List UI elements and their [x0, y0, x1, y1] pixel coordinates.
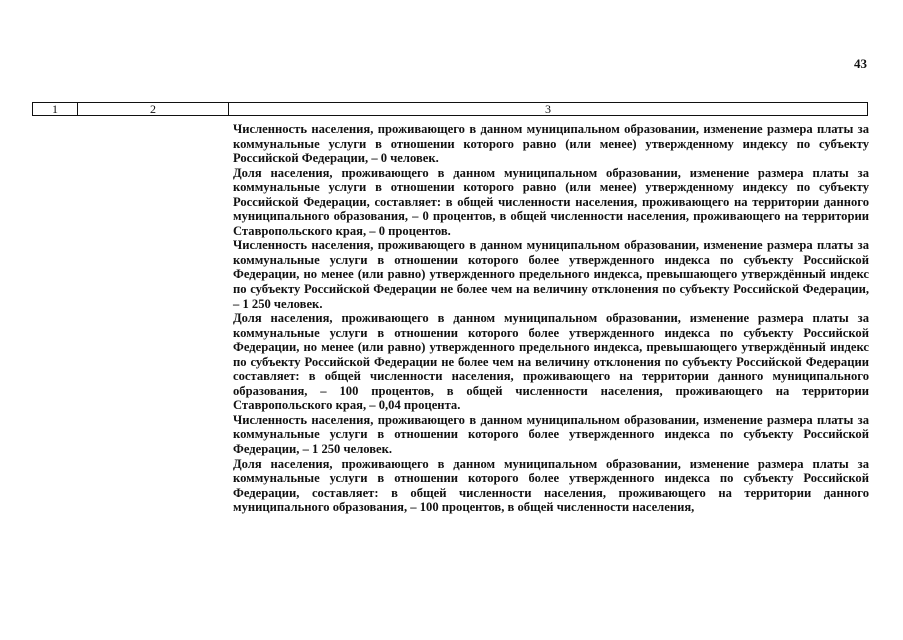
paragraph-population-count-within-limit: Численность населения, проживающего в данном муниципальном образовании, изменение размера платы за коммунальные услуги в отношении которого более утвержденного индекса по субъекту Российской Федерации, но менее (или равно) утвержденного предельного индекса, превышающего утверждённый индекс по субъекту Российской Федерации не более чем на величину отклонения по субъекту Российской Федерации, – 1 250 человек. [233, 238, 869, 311]
document-body [233, 122, 869, 515]
table-header-col-3: 3 [545, 102, 551, 116]
paragraph-population-share-within-limit: Доля населения, проживающего в данном муниципальном образовании, изменение размера платы за коммунальные услуги в отношении которого более утвержденного индекса по субъекту Российской Федерации, но менее (или равно) утвержденного предельного индекса, превышающего утверждённый индекс по субъекту Российской Федерации не более чем на величину отклонения по субъекту Российской Федерации составляет: в общей численности населения, проживающего на территории данного муниципального образования, – 100 процентов, в общей численности населения, проживающего на территории Ставропольского края, – 0,04 процента. [233, 311, 869, 413]
paragraph-population-share-equal: Доля населения, проживающего в данном муниципальном образовании, изменение размера платы за коммунальные услуги в отношении которого равно (или менее) утвержденному индексу по субъекту Российской Федерации, составляет: в общей численности населения, проживающего на территории данного муниципального образования, – 0 процентов, в общей численности населения, проживающего на территории Ставропольского края, – 0 процентов. [233, 165, 869, 238]
table-header-col-1: 1 [33, 103, 78, 115]
paragraph-population-count-equal: Численность населения, проживающего в данном муниципальном образовании, изменение размера платы за коммунальные услуги в отношении которого равно (или менее) утвержденному индексу по субъекту Российской Федерации, – 0 человек. [233, 122, 869, 166]
page-number: 43 [854, 56, 867, 71]
table-header-col-2: 2 [78, 103, 229, 115]
table-header-row [32, 102, 868, 116]
paragraph-population-count-above: Численность населения, проживающего в данном муниципальном образовании, изменение размера платы за коммунальные услуги в отношении которого более утвержденного индекса по субъекту Российской Федерации, – 1 250 человек. [233, 412, 869, 457]
paragraph-population-share-above: Доля населения, проживающего в данном муниципальном образовании, изменение размера платы за коммунальные услуги в отношении которого более утвержденного индекса по субъекту Российской Федерации, составляет: в общей численности населения, проживающего на территории данного муниципального образования, – 100 процентов, в общей численности населения, [233, 456, 869, 515]
